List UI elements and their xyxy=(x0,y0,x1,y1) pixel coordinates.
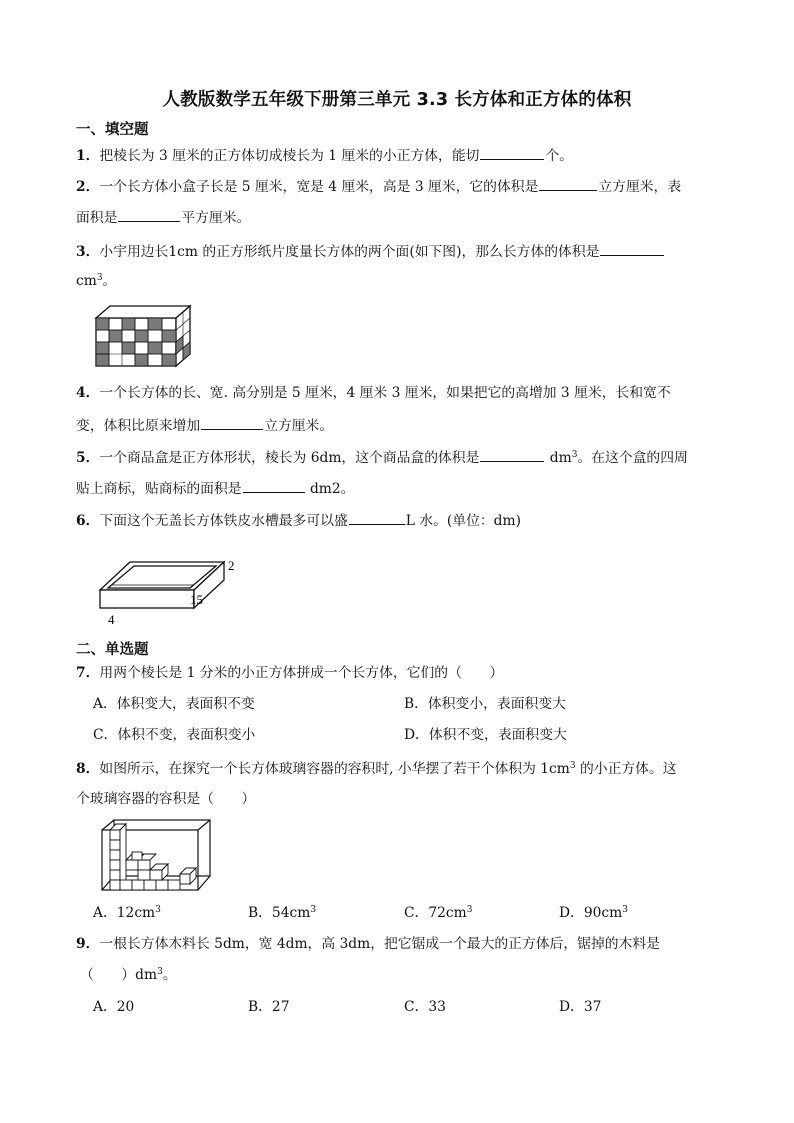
dimension-height-label: 2 xyxy=(228,558,235,573)
option-c[interactable] xyxy=(404,904,472,922)
option-c[interactable]: C．体积不变，表面积变小 xyxy=(93,727,256,743)
question-text: 立方厘米。 xyxy=(264,418,334,434)
question-5-line-2 xyxy=(76,478,354,498)
option-d[interactable] xyxy=(559,904,628,922)
question-8 xyxy=(76,760,677,778)
question-2-line-2 xyxy=(76,207,250,227)
superscript: 3 xyxy=(466,905,473,915)
question-4-line-2 xyxy=(76,415,333,435)
question-text: 一个长方体小盒子长是 5 厘米，宽是 4 厘米，高是 3 厘米，它的体积是 xyxy=(99,179,539,195)
question-text: 小宇用边长1cm 的正方形纸片度量长方体的两个面(如下图)，那么长方体的体积是 xyxy=(99,244,600,260)
answer-blank[interactable] xyxy=(539,176,597,191)
question-text: 的小正方体。这 xyxy=(575,761,677,777)
question-number: 3． xyxy=(76,244,100,260)
superscript: 3 xyxy=(96,273,103,283)
question-1 xyxy=(76,145,573,165)
question-number: 7． xyxy=(76,665,100,681)
question-text: 平方厘米。 xyxy=(181,210,251,226)
option-a[interactable]: A．20 xyxy=(93,999,135,1015)
superscript: 3 xyxy=(622,905,628,915)
question-3 xyxy=(76,241,665,261)
punctuation: 。 xyxy=(162,967,177,983)
question-3-line-2 xyxy=(76,272,116,290)
answer-blank[interactable] xyxy=(349,510,405,525)
dimension-width-label: 4 xyxy=(108,612,115,627)
question-text: 变，体积比原来增加 xyxy=(76,418,201,434)
superscript: 3 xyxy=(571,450,578,460)
answer-blank[interactable] xyxy=(118,207,180,222)
option-d[interactable]: D．37 xyxy=(559,999,602,1015)
dimension-length-label: 15 xyxy=(190,592,203,607)
open-tank-figure xyxy=(92,548,252,630)
page-title: 人教版数学五年级下册第三单元 3.3 长方体和正方体的体积 xyxy=(162,90,632,110)
unit-text: cm xyxy=(76,273,97,289)
question-number: 6． xyxy=(76,513,100,529)
question-text: 个玻璃容器的容积是（ ） xyxy=(76,791,256,807)
option-c[interactable]: C．33 xyxy=(404,999,446,1015)
question-text: 面积是 xyxy=(76,210,118,226)
option-b[interactable] xyxy=(248,904,316,922)
cuboid-grid-figure xyxy=(92,302,194,370)
superscript: 3 xyxy=(155,905,161,915)
option-a[interactable]: A．体积变大，表面积不变 xyxy=(93,696,255,712)
option-a[interactable] xyxy=(93,904,161,922)
question-text: 下面这个无盖长方体铁皮水槽最多可以盛 xyxy=(99,513,348,529)
option-d-label: D．90cm xyxy=(559,905,623,921)
question-number: 5． xyxy=(76,450,100,466)
question-text: （ ）dm xyxy=(80,967,158,983)
superscript: 3 xyxy=(310,905,317,915)
answer-blank[interactable] xyxy=(201,415,263,430)
question-text: 一个商品盒是正方体形状，棱长为 6dm，这个商品盒的体积是 xyxy=(99,450,480,466)
option-d[interactable]: D．体积不变，表面积变大 xyxy=(404,727,567,743)
answer-blank[interactable] xyxy=(243,478,305,493)
section-fill-in: 一、填空题 xyxy=(76,122,149,138)
question-text: 立方厘米，表 xyxy=(598,179,682,195)
question-text: 用两个棱长是 1 分米的小正方体拼成一个长方体，它们的（ ） xyxy=(99,665,504,681)
answer-blank[interactable] xyxy=(480,145,544,160)
question-text: 如图所示，在探究一个长方体玻璃容器的容积时, 小华摆了若干个体积为 1cm xyxy=(99,761,570,777)
superscript: 3 xyxy=(569,761,576,771)
section-single-choice: 二、单选题 xyxy=(76,642,149,658)
question-text: 一个长方体的长、宽. 高分别是 5 厘米，4 厘米 3 厘米，如果把它的高增加 3 厘米，长和宽不 xyxy=(99,385,671,401)
question-2 xyxy=(76,176,681,196)
answer-blank[interactable] xyxy=(480,447,544,462)
option-c-label: C．72cm xyxy=(404,905,467,921)
question-number: 2． xyxy=(76,179,100,195)
question-text: 一根长方体木料长 5dm，宽 4dm，高 3dm，把它锯成一个最大的正方体后，锯掉的木料是 xyxy=(99,936,660,952)
glass-container-figure xyxy=(96,816,216,894)
question-text: 个。 xyxy=(545,148,574,164)
option-b-label: B．54cm xyxy=(248,905,311,921)
answer-blank[interactable] xyxy=(600,241,664,256)
punctuation: 。 xyxy=(102,273,117,289)
option-a-label: A．12cm xyxy=(93,905,156,921)
question-text: L 水。(单位：dm) xyxy=(405,513,521,529)
question-number: 1． xyxy=(76,148,100,164)
option-b[interactable]: B．27 xyxy=(248,999,290,1015)
question-text: 把棱长为 3 厘米的正方体切成棱长为 1 厘米的小正方体，能切 xyxy=(99,148,480,164)
question-9 xyxy=(76,935,660,953)
question-5 xyxy=(76,447,688,467)
question-8-line-2 xyxy=(76,790,255,808)
option-b[interactable]: B．体积变小，表面积变大 xyxy=(404,696,566,712)
question-9-line-2 xyxy=(80,966,177,984)
question-number: 9． xyxy=(76,936,100,952)
question-6 xyxy=(76,510,521,530)
question-number: 8． xyxy=(76,761,100,777)
question-7 xyxy=(76,664,503,682)
question-number: 4． xyxy=(76,385,100,401)
question-text: 贴上商标，贴商标的面积是 xyxy=(76,481,242,497)
question-text: 。在这个盒的四周 xyxy=(577,450,688,466)
superscript: 3 xyxy=(157,967,163,977)
question-4 xyxy=(76,384,671,402)
unit-text: dm xyxy=(545,450,572,466)
unit-text: dm2。 xyxy=(305,481,355,497)
